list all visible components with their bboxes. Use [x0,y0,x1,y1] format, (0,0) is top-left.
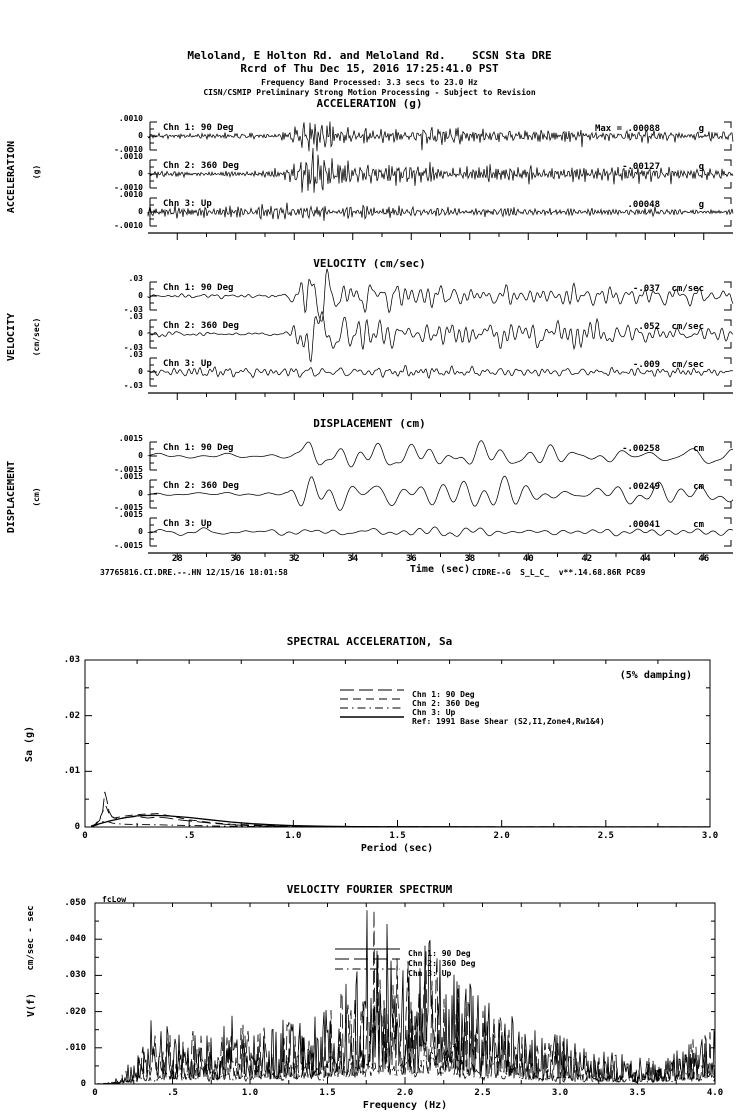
y-tick-label: -.03 [123,343,143,352]
x-tick-label: 0 [92,1088,98,1098]
velocity-axis-label: VELOCITY [6,312,17,362]
channel-label: Chn 3: Up [163,359,212,369]
displacement-axis-label: DISPLACEMENT [6,460,17,534]
record-timestamp: Rcrd of Thu Dec 15, 2016 17:25:41.0 PST [240,62,499,75]
x-tick-label: 1.5 [389,831,406,841]
trace-panel [148,316,733,354]
time-axis [148,392,733,404]
y-tick-label: .03 [128,350,143,359]
y-tick-label: 0 [138,169,143,178]
fourier-chart-title: VELOCITY FOURIER SPECTRUM [286,883,453,896]
processing-note: CISN/CSMIP Preliminary Strong Motion Processing - Subject to Revision [203,88,536,97]
channel-label: Chn 1: 90 Deg [163,443,234,453]
fourier-y-axis-label: V(f) [26,992,37,1018]
y-tick-label: -.0010 [114,183,143,192]
x-tick-label: 38 [464,554,476,564]
trace-panel [148,354,733,392]
peak-value: .00041 [627,520,660,530]
y-tick-label: .03 [63,655,80,665]
acceleration-axis-unit: (g) [32,164,41,180]
y-tick-label: .010 [64,1042,86,1053]
peak-value: .00048 [627,200,660,210]
x-tick-label: 40 [522,554,534,564]
x-tick-label: 32 [288,554,300,564]
y-tick-label: 0 [138,527,143,536]
y-tick-label: -.0015 [114,541,143,550]
peak-value: -.009 [632,360,660,370]
trace-panel [148,118,733,156]
y-tick-label: .0010 [118,114,143,123]
y-tick-label: .0010 [118,190,143,199]
x-tick-label: 3.5 [629,1088,646,1098]
x-tick-label: 4.0 [706,1088,724,1098]
record-id-footer: 37765816.CI.DRE.--.HN 12/15/16 18:01:58 [100,568,288,577]
trace-panel [148,438,733,476]
sa-curve [91,821,710,827]
y-tick-label: .01 [63,766,80,777]
legend-label: Chn 3: Up [408,969,452,978]
channel-label: Chn 2: 360 Deg [163,321,239,331]
sa-chart-plot [0,630,739,865]
channel-label: Chn 2: 360 Deg [163,481,239,491]
legend-label: Ref: 1991 Base Shear (S2,I1,Zone4,Rw1&4) [412,717,605,726]
x-tick-label: 2.5 [597,831,614,841]
y-tick-label: 0 [138,367,143,376]
channel-label: Chn 1: 90 Deg [163,283,234,293]
processing-code-footer: CIDRE--G S_L_C_ v**.14.68.86R PC89 [472,568,646,577]
sa-chart-title: SPECTRAL ACCELERATION, Sa [286,635,453,648]
velocity-axis-unit: (cm/sec) [32,317,41,357]
sa-curve [91,792,710,827]
acceleration-title: ACCELERATION (g) [316,97,423,110]
time-axis-label: Time (sec) [409,564,471,575]
filter-corner-label: fcLow [102,895,127,904]
fourier-chart-plot [0,880,739,1115]
y-tick-label: -.0010 [114,221,143,230]
x-tick-label: 46 [698,554,710,564]
trace-panel [148,278,733,316]
peak-unit: g [698,200,704,210]
displacement-axis-unit: (cm) [32,487,41,507]
y-tick-label: .050 [64,898,86,908]
station-title: Meloland, E Holton Rd. and Meloland Rd. SCSN Sta DRE [187,49,552,62]
y-tick-label: -.03 [123,305,143,314]
peak-value: -.00258 [622,444,660,454]
x-tick-label: 34 [347,554,359,564]
channel-label: Chn 3: Up [163,199,212,209]
frequency-band-note: Frequency Band Processed: 3.3 secs to 23.0 Hz [261,78,478,87]
frequency-axis-label: Frequency (Hz) [362,1100,448,1111]
peak-unit: g [698,162,704,172]
y-tick-label: -.0015 [114,503,143,512]
fourier-y-axis-unit: cm/sec - sec [26,905,36,971]
peak-value: Max = .00088 [594,124,660,134]
peak-value: -.037 [632,284,660,294]
x-tick-label: 1.0 [285,831,302,841]
channel-label: Chn 1: 90 Deg [163,123,234,133]
x-tick-label: 1.5 [319,1088,336,1098]
y-tick-label: .030 [64,970,86,981]
peak-unit: cm/sec [671,322,704,332]
y-tick-label: .03 [128,312,143,321]
y-tick-label: 0 [138,291,143,300]
legend-label: Chn 3: Up [412,708,456,717]
y-tick-label: .03 [128,274,143,283]
x-tick-label: 0 [82,831,88,841]
peak-unit: g [698,124,704,134]
y-tick-label: 0 [138,489,143,498]
x-tick-label: 28 [171,554,183,564]
displacement-title: DISPLACEMENT (cm) [313,417,426,430]
period-axis-label: Period (sec) [360,843,434,854]
y-tick-label: 0 [138,329,143,338]
legend-label: Chn 2: 360 Deg [408,959,476,968]
legend-label: Chn 1: 90 Deg [412,690,475,699]
sa-curve [91,806,710,827]
legend-label: Chn 2: 360 Deg [412,699,480,708]
x-tick-label: 2.0 [396,1088,414,1098]
x-tick-label: .5 [167,1088,178,1098]
x-tick-label: 30 [230,554,242,564]
y-tick-label: -.0010 [114,145,143,154]
y-tick-label: 0 [138,131,143,140]
time-axis [148,552,733,564]
peak-value: .052 [638,322,660,332]
y-tick-label: .0015 [118,472,143,481]
y-tick-label: 0 [138,207,143,216]
y-tick-label: 0 [80,1079,86,1089]
x-tick-label: 2.5 [474,1088,491,1098]
trace-panel [148,514,733,552]
x-tick-label: 3.0 [701,831,719,841]
y-tick-label: .0015 [118,434,143,443]
sa-y-axis-label: Sa (g) [24,725,35,763]
peak-unit: cm [693,520,704,530]
time-axis [148,232,733,244]
y-tick-label: 0 [74,822,80,832]
trace-panel [148,194,733,232]
peak-unit: cm/sec [671,284,704,294]
trace-panel [148,476,733,514]
y-tick-label: .0015 [118,510,143,519]
y-tick-label: .020 [64,1006,86,1017]
damping-annotation: (5% damping) [619,670,692,681]
acceleration-axis-label: ACCELERATION [6,140,17,214]
y-tick-label: -.03 [123,381,143,390]
peak-value: -.00127 [622,162,660,172]
y-tick-label: .040 [64,934,86,945]
x-tick-label: .5 [183,831,195,841]
y-tick-label: .0010 [118,152,143,161]
trace-panel [148,156,733,194]
velocity-title: VELOCITY (cm/sec) [313,257,426,270]
x-tick-label: 2.0 [493,831,510,841]
waveform-trace [148,269,733,322]
peak-unit: cm/sec [671,360,704,370]
peak-value: .00249 [627,482,660,492]
y-tick-label: -.0015 [114,465,143,474]
peak-unit: cm [693,444,704,454]
legend-label: Chn 1: 90 Deg [408,949,471,958]
y-tick-label: .02 [63,710,80,721]
x-tick-label: 3.0 [551,1088,569,1098]
x-tick-label: 44 [639,554,651,564]
x-tick-label: 42 [581,554,593,564]
x-tick-label: 36 [405,554,417,564]
channel-label: Chn 2: 360 Deg [163,161,239,171]
channel-label: Chn 3: Up [163,519,212,529]
x-tick-label: 1.0 [241,1088,259,1098]
y-tick-label: 0 [138,451,143,460]
peak-unit: cm [693,482,704,492]
